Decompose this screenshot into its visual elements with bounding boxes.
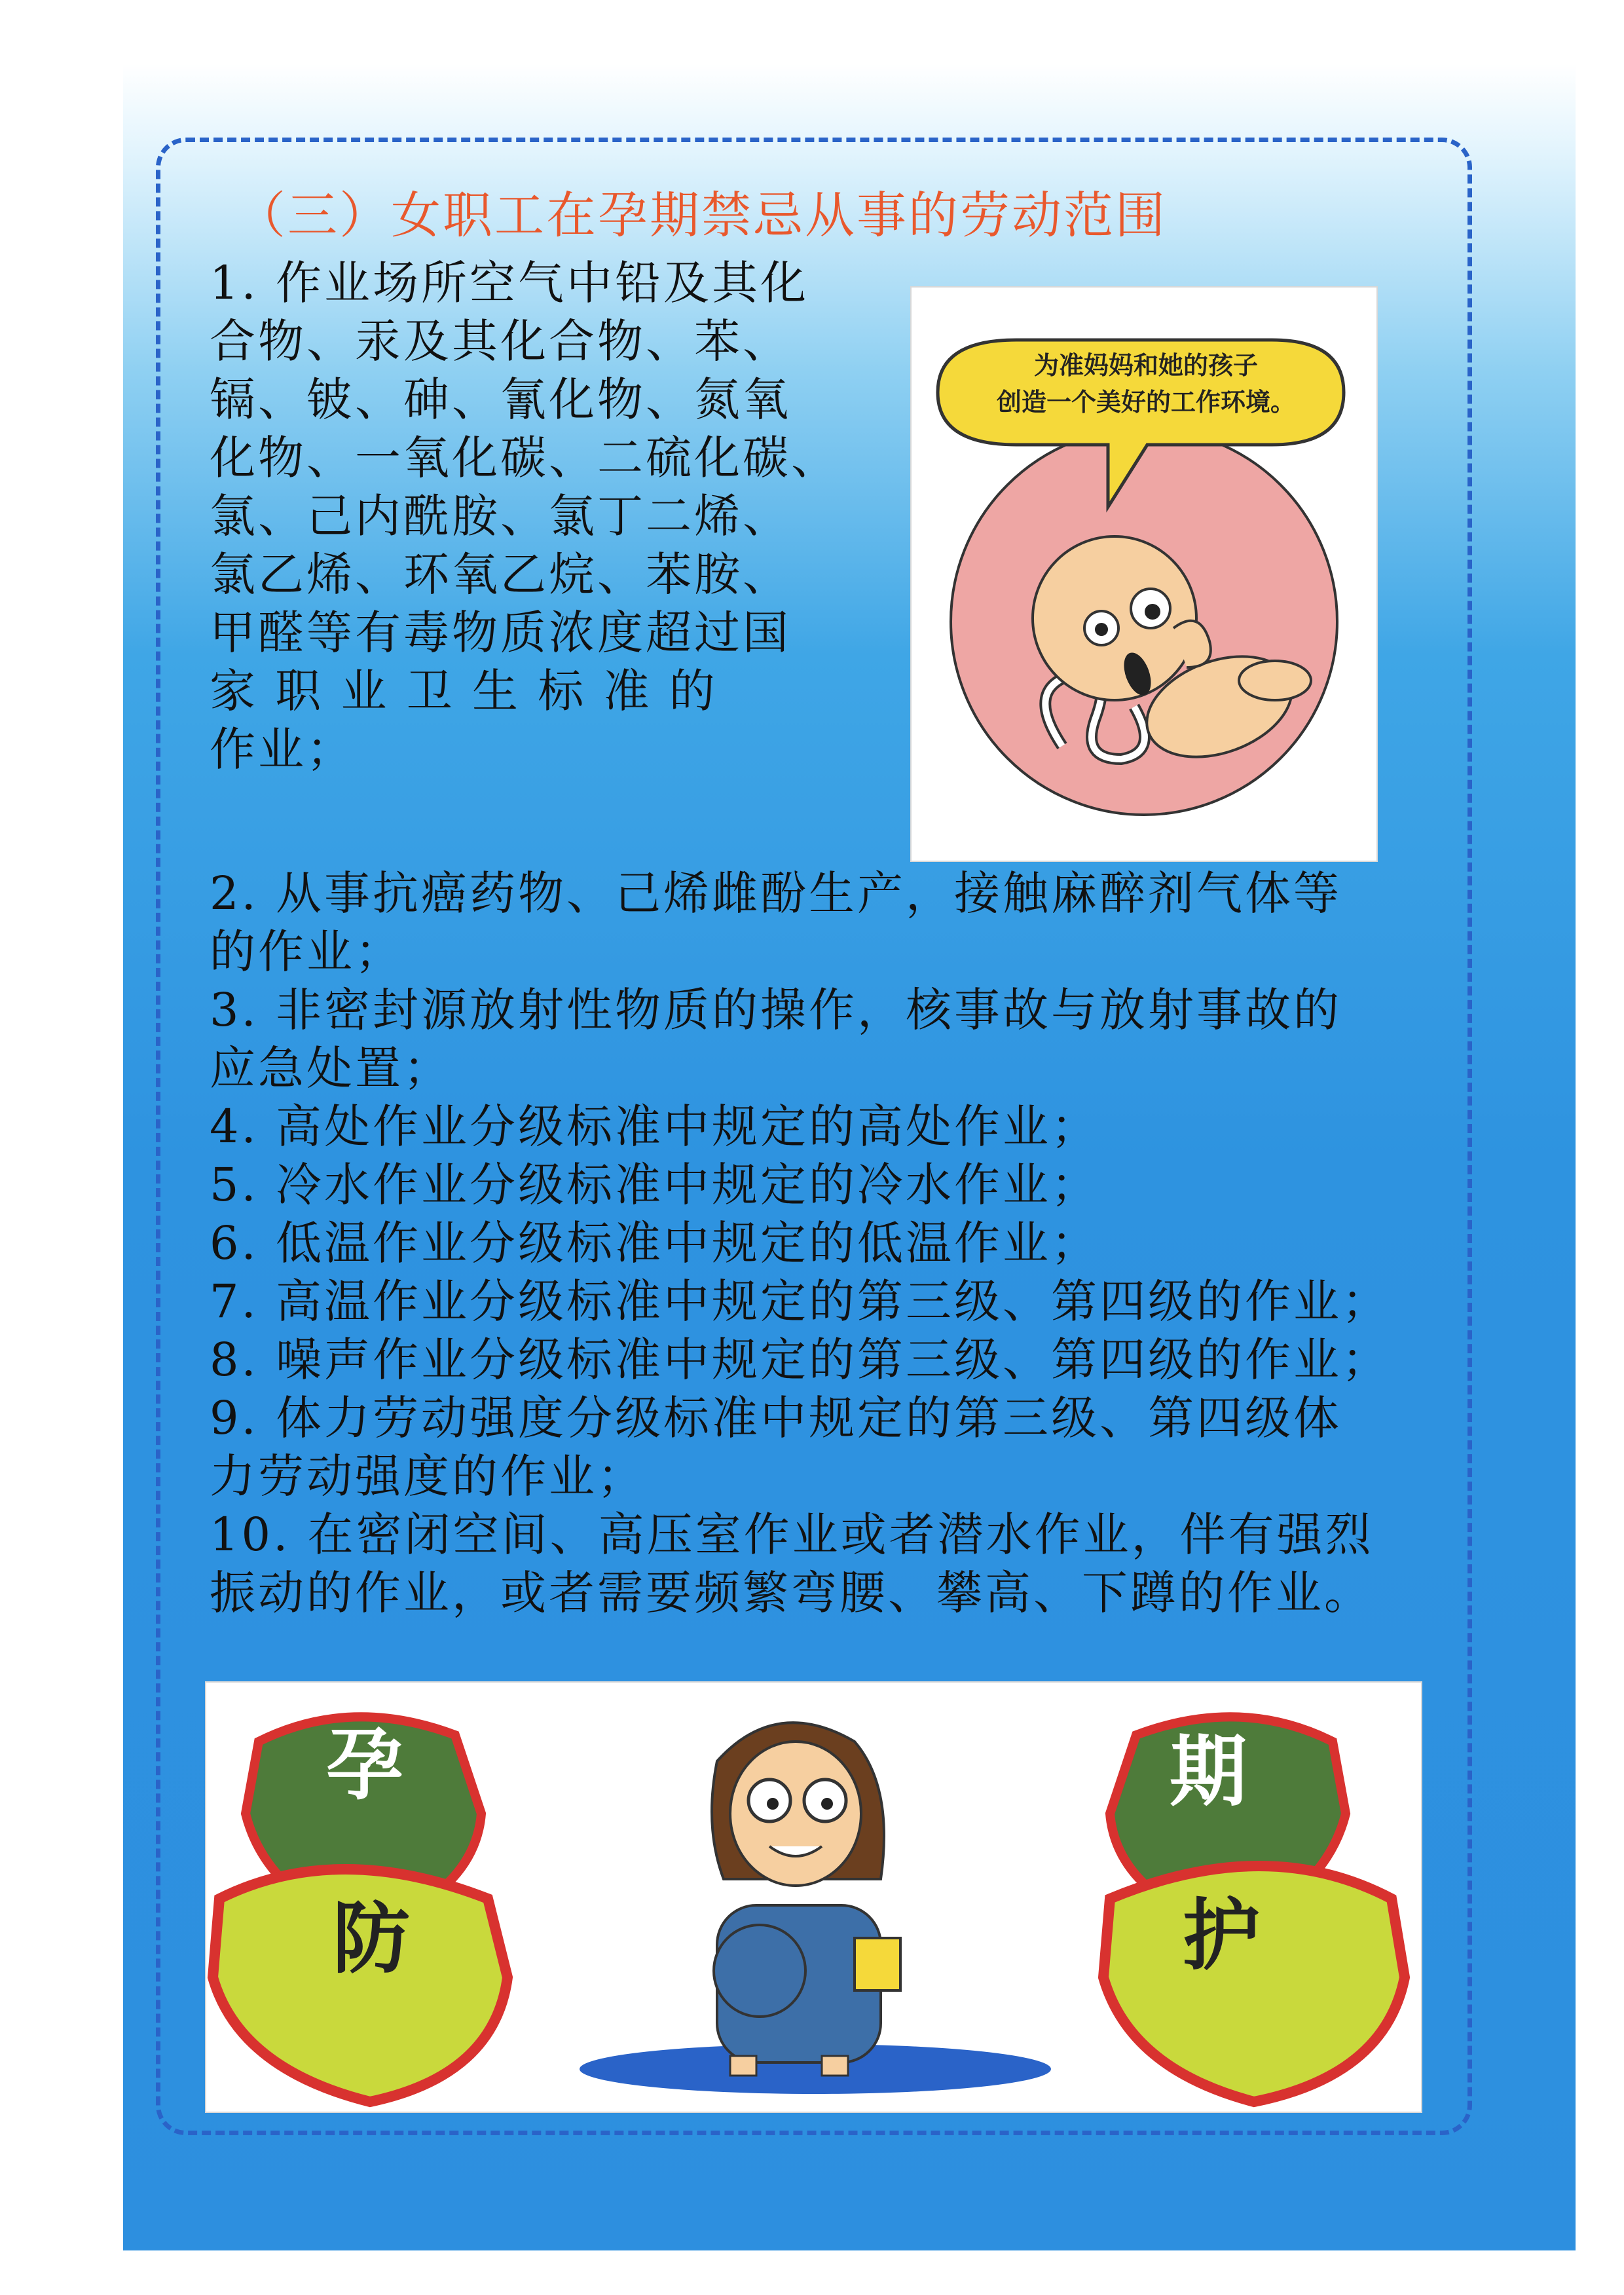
text-line: 镉、铍、砷、氰化物、氮氧 bbox=[210, 373, 791, 426]
text-line: 9. 体力劳动强度分级标准中规定的第三级、第四级体 bbox=[210, 1391, 1342, 1445]
shield-char-hu: 护 bbox=[1182, 1890, 1260, 1981]
text-line: 4. 高处作业分级标准中规定的高处作业； bbox=[210, 1100, 1100, 1153]
text-line: 的作业； bbox=[210, 925, 403, 979]
text-line: 5. 冷水作业分级标准中规定的冷水作业； bbox=[210, 1158, 1100, 1212]
text-line: 10. 在密闭空间、高压室作业或者潜水作业，伴有强烈 bbox=[210, 1508, 1374, 1561]
text-line: 2. 从事抗癌药物、己烯雌酚生产，接触麻醉剂气体等 bbox=[210, 867, 1342, 920]
text-line: 6. 低温作业分级标准中规定的低温作业； bbox=[210, 1216, 1100, 1270]
shield-char-qi: 期 bbox=[1169, 1726, 1247, 1817]
items-list bbox=[210, 865, 1421, 1622]
text-line: 甲醛等有毒物质浓度超过国 bbox=[210, 606, 791, 660]
folder bbox=[855, 1938, 900, 1990]
text-line: 力劳动强度的作业； bbox=[210, 1449, 646, 1503]
shield-char-fang: 防 bbox=[332, 1893, 410, 1984]
item-1 bbox=[210, 254, 871, 779]
text-line: 作业； bbox=[210, 722, 355, 776]
speech-line: 创造一个美好的工作环境。 bbox=[996, 388, 1295, 417]
fetus-leg bbox=[1239, 661, 1311, 700]
speech-line: 为准妈妈和她的孩子 bbox=[1033, 351, 1258, 380]
belly bbox=[714, 1925, 805, 2017]
text-line: 8. 噪声作业分级标准中规定的第三级、第四级的作业； bbox=[210, 1333, 1391, 1387]
text-line: 7. 高温作业分级标准中规定的第三级、第四级的作业； bbox=[210, 1275, 1391, 1328]
text-line: 3. 非密封源放射性物质的操作，核事故与放射事故的 bbox=[210, 983, 1342, 1037]
text-line: 振动的作业，或者需要频繁弯腰、攀高、下蹲的作业。 bbox=[210, 1566, 1373, 1620]
section-heading: （三）女职工在孕期禁忌从事的劳动范围 bbox=[236, 186, 1167, 244]
text-line: 氯乙烯、环氧乙烷、苯胺、 bbox=[210, 548, 791, 601]
text-line: 合物、汞及其化合物、苯、 bbox=[210, 314, 791, 368]
text-line: 家 职 业 卫 生 标 准 的 bbox=[210, 664, 718, 718]
text-line: 1. 作业场所空气中铅及其化 bbox=[210, 256, 809, 310]
shield-char-yun: 孕 bbox=[325, 1719, 403, 1810]
text-line: 氯、己内酰胺、氯丁二烯、 bbox=[210, 489, 791, 543]
text-line: 化物、一氧化碳、二硫化碳、 bbox=[210, 431, 840, 485]
speech-bubble-text bbox=[950, 347, 1342, 420]
text-line: 应急处置； bbox=[210, 1041, 452, 1095]
